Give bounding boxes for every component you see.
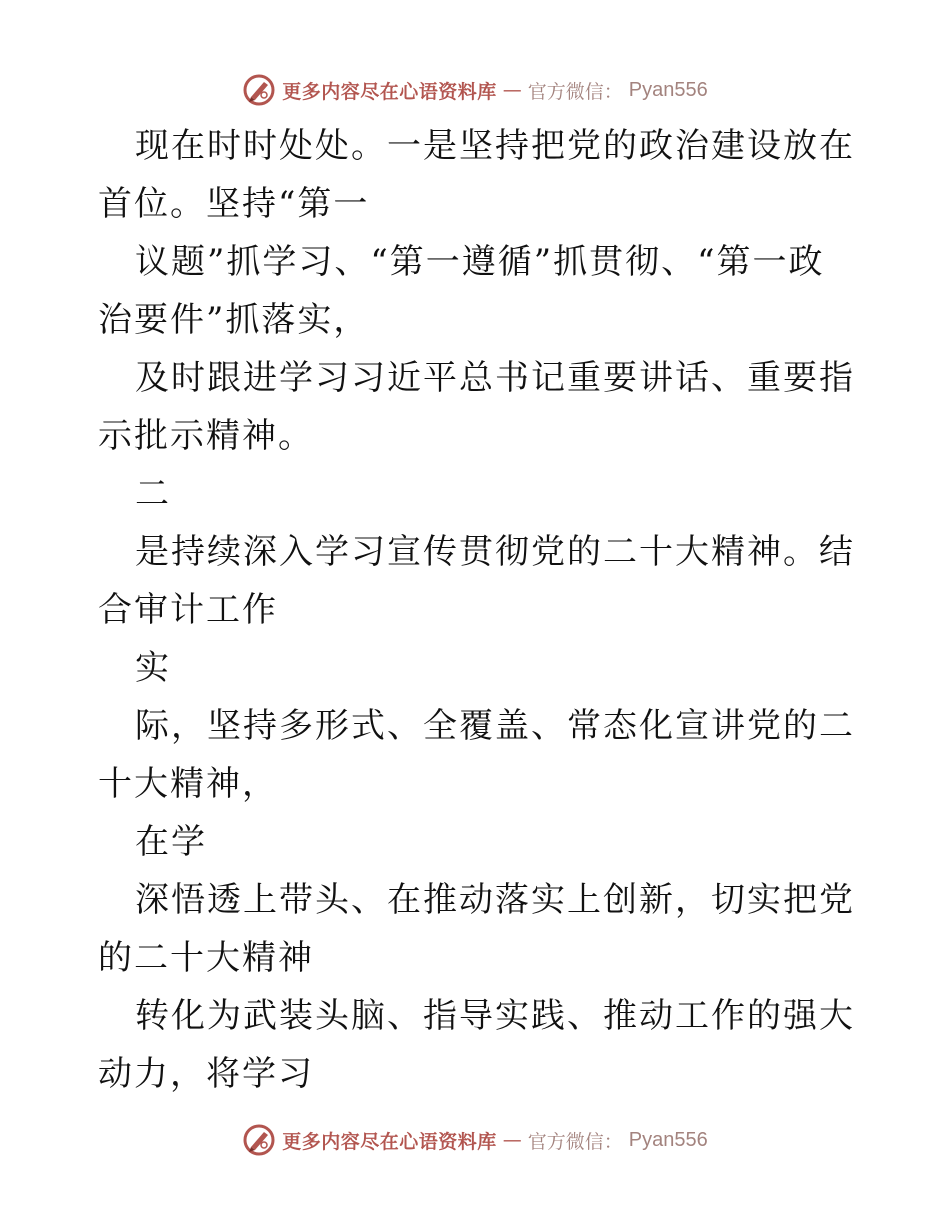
- pen-logo-icon: [242, 1123, 276, 1157]
- watermark-header: [0, 70, 950, 110]
- watermark-wechat-label: 官方微信：: [527, 80, 623, 103]
- document-body: [98, 117, 858, 1103]
- paragraph: 深悟透上带头、在推动落实上创新，切实把党的二十大精神: [98, 880, 855, 978]
- watermark-dash: —: [502, 1129, 522, 1151]
- paragraph: 转化为武装头脑、指导实践、推动工作的强大动力，将学习: [98, 996, 855, 1094]
- paragraph: 际，坚持多形式、全覆盖、常态化宣讲党的二十大精神，: [98, 706, 855, 804]
- watermark-main-text: 更多内容尽在心语资料库: [282, 1130, 497, 1153]
- pen-logo-icon: [242, 73, 276, 107]
- paragraph: 实: [135, 648, 171, 688]
- watermark-footer: [0, 1120, 950, 1160]
- watermark-main-text: 更多内容尽在心语资料库: [282, 80, 497, 103]
- paragraph: 在学: [135, 822, 207, 862]
- watermark-wechat-id: Pyan556: [628, 1128, 708, 1151]
- paragraph: 现在时时处处。一是坚持把党的政治建设放在首位。坚持“第一: [98, 126, 855, 224]
- paragraph: 是持续深入学习宣传贯彻党的二十大精神。结合审计工作: [98, 532, 855, 630]
- watermark-wechat-label: 官方微信：: [527, 1130, 623, 1153]
- paragraph: 二: [135, 474, 171, 514]
- paragraph: 及时跟进学习习近平总书记重要讲话、重要指示批示精神。: [98, 358, 855, 456]
- watermark-dash: —: [502, 79, 522, 101]
- watermark-wechat-id: Pyan556: [628, 78, 708, 101]
- paragraph: 议题”抓学习、“第一遵循”抓贯彻、“第一政治要件”抓落实，: [98, 242, 825, 340]
